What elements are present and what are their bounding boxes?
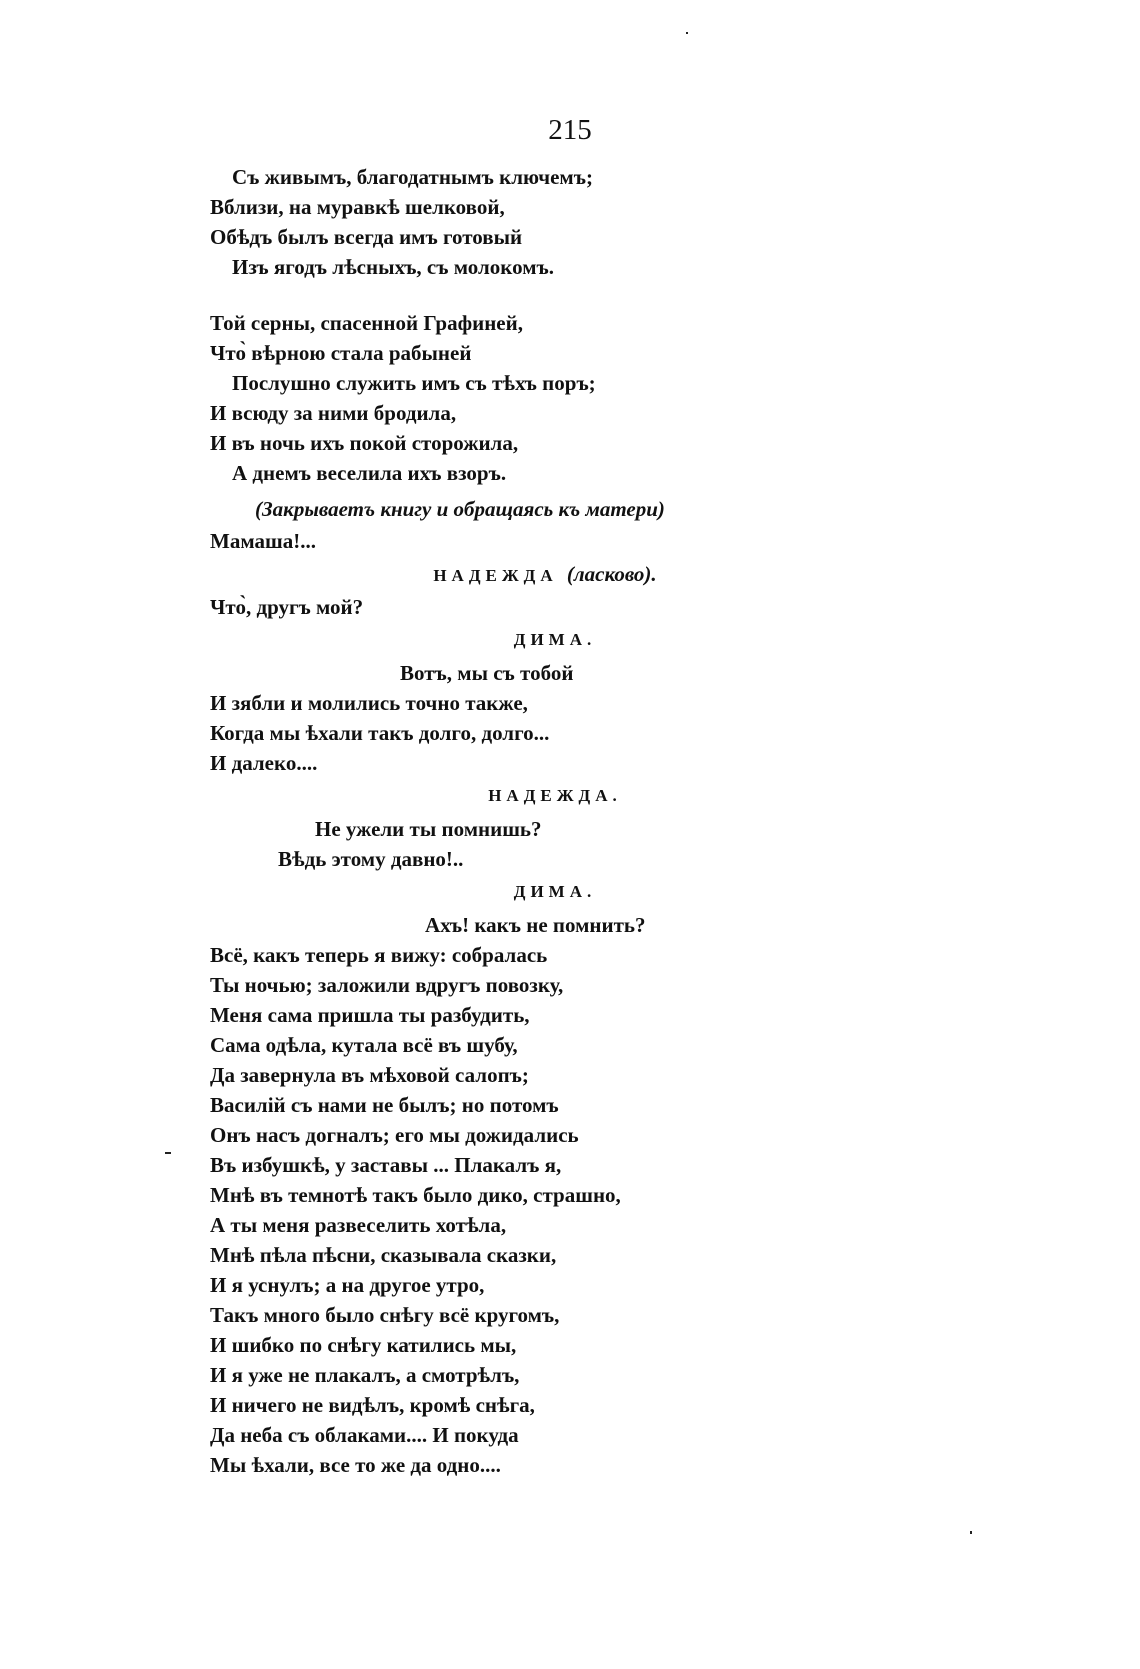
verse-line: Съ живымъ, благодатнымъ ключемъ; — [232, 165, 593, 189]
dialogue-line: Вѣдь этому давно!.. — [278, 847, 464, 871]
verse-line: Обѣдъ былъ всегда имъ готовый — [210, 225, 523, 249]
dialogue-line: Меня сама пришла ты разбудить, — [210, 1003, 530, 1027]
dialogue-line: Мы ѣхали, все то же да одно.... — [210, 1453, 501, 1477]
verse-line: Вблизи, на муравкѣ шелковой, — [210, 195, 505, 219]
dialogue-line: Въ избушкѣ, у заставы ... Плакалъ я, — [210, 1153, 562, 1177]
dialogue-line: Василій съ нами не былъ; но потомъ — [210, 1093, 559, 1117]
dialogue-line: И далеко.... — [210, 751, 318, 775]
speaker-heading-dima: ДИМА. — [513, 882, 597, 901]
speaker-note: (ласково). — [566, 562, 657, 586]
verse-line: Послушно служить имъ съ тѣхъ поръ; — [232, 371, 596, 395]
stanza-2 — [210, 308, 770, 488]
verse-line: Что̀ вѣрною стала рабыней — [210, 341, 472, 365]
verse-line: И въ ночь ихъ покой сторожила, — [210, 431, 519, 455]
scan-speck — [165, 1152, 171, 1154]
dialogue-line: И зябли и молились точно также, — [210, 691, 528, 715]
dialogue-line: Вотъ, мы съ тобой — [400, 661, 574, 685]
stage-direction: (Закрываетъ книгу и обращаясь къ матери) — [255, 497, 665, 521]
dialogue-line: Да завернула въ мѣховой салопъ; — [210, 1063, 529, 1087]
speaker-name: НАДЕЖДА — [433, 566, 558, 585]
page-body — [210, 162, 770, 1480]
speaker-heading-nadezhda — [210, 559, 770, 589]
dialogue-line: Мнѣ пѣла пѣсни, сказывала сказки, — [210, 1243, 557, 1267]
dialogue-line: И я уже не плакалъ, а смотрѣлъ, — [210, 1363, 520, 1387]
dialogue-line: Онъ насъ догналъ; его мы дожидались — [210, 1123, 579, 1147]
dima-speech-2 — [210, 940, 770, 1480]
dialogue-line: И ничего не видѣлъ, кромѣ снѣга, — [210, 1393, 535, 1417]
verse-line: Изъ ягодъ лѣсныхъ, съ молокомъ. — [232, 255, 555, 279]
page-number: 215 — [548, 114, 592, 146]
dialogue-line: И я уснулъ; а на другое утро, — [210, 1273, 485, 1297]
dialogue-line: Когда мы ѣхали такъ долго, долго... — [210, 721, 550, 745]
dialogue-line: Не ужели ты помнишь? — [315, 817, 542, 841]
nadezhda-speech — [210, 814, 770, 874]
verse-line: Той серны, спасенной Графиней, — [210, 311, 523, 335]
dialogue-line: Ахъ! какъ не помнить? — [425, 913, 646, 937]
scan-speck — [970, 1531, 972, 1534]
speaker-heading-nadezhda: НАДЕЖДА. — [488, 786, 622, 805]
dialogue-line: Такъ много было снѣгу всё кругомъ, — [210, 1303, 560, 1327]
verse-line: А днемъ веселила ихъ взоръ. — [232, 461, 507, 485]
dialogue-line: Ты ночью; заложили вдругъ повозку, — [210, 973, 564, 997]
dialogue-line: И шибко по снѣгу катились мы, — [210, 1333, 517, 1357]
dialogue-line: Что̀, другъ мой? — [210, 595, 364, 619]
dialogue-line: А ты меня развеселить хотѣла, — [210, 1213, 507, 1237]
dialogue-line: Мнѣ въ темнотѣ такъ было дико, страшно, — [210, 1183, 621, 1207]
scan-speck — [686, 32, 688, 34]
dialogue-line: Мамаша!... — [210, 529, 316, 553]
dialogue-line: Да неба съ облаками.... И покуда — [210, 1423, 519, 1447]
stanza-1 — [210, 162, 770, 282]
dialogue-line: Сама одѣла, кутала всё въ шубу, — [210, 1033, 518, 1057]
verse-line: И всюду за ними бродила, — [210, 401, 457, 425]
dialogue-line: Всё, какъ теперь я вижу: собралась — [210, 943, 548, 967]
speaker-heading-dima: ДИМА. — [513, 630, 597, 649]
dima-speech-1 — [210, 658, 770, 778]
